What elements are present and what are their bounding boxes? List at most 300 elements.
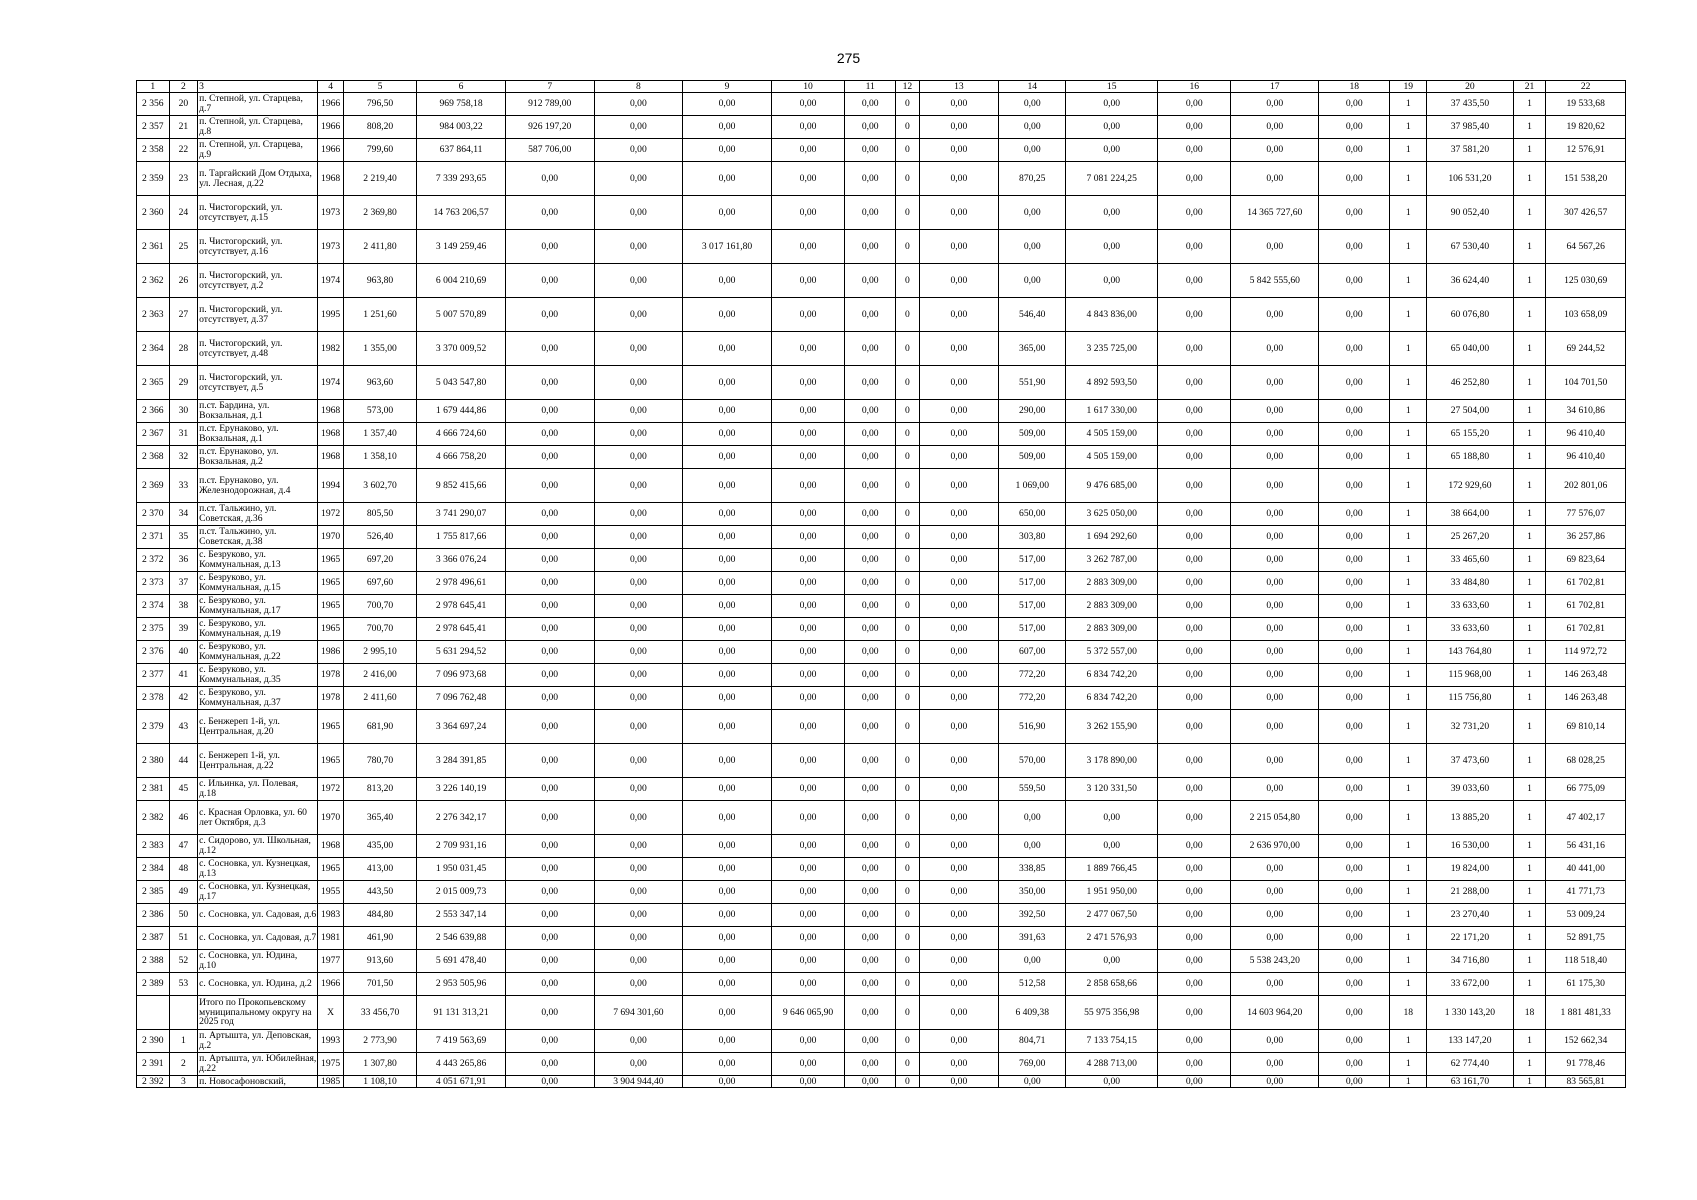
table-cell: 804,71 — [999, 1030, 1066, 1053]
table-cell: 700,70 — [343, 595, 416, 618]
table-cell: 33 456,70 — [343, 996, 416, 1030]
table-cell: 0,00 — [919, 503, 998, 526]
table-cell: 0,00 — [683, 503, 772, 526]
table-cell: 0,00 — [919, 423, 998, 446]
table-cell: 0,00 — [1158, 139, 1231, 162]
table-cell: 0,00 — [505, 687, 594, 710]
table-cell: 41 — [169, 664, 198, 687]
table-cell: 587 706,00 — [505, 139, 594, 162]
table-cell: 1 — [1390, 264, 1427, 298]
table-cell: 0,00 — [771, 618, 844, 641]
table-cell: 365,40 — [343, 801, 416, 835]
table-cell: 0,00 — [505, 595, 594, 618]
table-cell: 1975 — [318, 1053, 343, 1076]
table-cell: 1968 — [318, 162, 343, 196]
table-cell: 1 — [1390, 835, 1427, 858]
table-cell: 0,00 — [771, 641, 844, 664]
table-cell: 0,00 — [845, 1076, 896, 1088]
table-cell: 1 358,10 — [343, 446, 416, 469]
table-cell: 2 411,60 — [343, 687, 416, 710]
table-cell: 2 371 — [137, 526, 170, 549]
table-cell: 0,00 — [594, 446, 683, 469]
table-cell: 517,00 — [999, 549, 1066, 572]
table-cell: 1 — [1513, 641, 1546, 664]
table-cell: 4 288 713,00 — [1066, 1053, 1158, 1076]
table-cell: 0 — [896, 881, 919, 904]
table-cell: 0,00 — [1231, 1053, 1319, 1076]
table-cell: 2 365 — [137, 366, 170, 400]
table-cell: 0,00 — [1158, 572, 1231, 595]
table-cell: 0,00 — [1231, 973, 1319, 996]
table-cell: 0,00 — [683, 139, 772, 162]
table-cell: 4 505 159,00 — [1066, 423, 1158, 446]
table-cell: 0,00 — [1231, 710, 1319, 744]
table-cell: 1 — [1390, 139, 1427, 162]
table-cell: 1 — [1390, 93, 1427, 116]
table-cell: п.ст. Тальжино, ул. Советская, д.36 — [198, 503, 318, 526]
table-cell: 2 411,80 — [343, 230, 416, 264]
table-cell: 2 375 — [137, 618, 170, 641]
table-cell: 0,00 — [1319, 230, 1390, 264]
table-cell: 2 015 009,73 — [417, 881, 506, 904]
table-cell: 1 — [1513, 1030, 1546, 1053]
table-cell: 0,00 — [1231, 778, 1319, 801]
table-cell: 61 175,30 — [1546, 973, 1626, 996]
table-cell: 0,00 — [999, 230, 1066, 264]
table-cell: 0,00 — [594, 1053, 683, 1076]
table-cell: 805,50 — [343, 503, 416, 526]
table-cell: 0,00 — [683, 526, 772, 549]
table-cell: 1 — [1390, 973, 1427, 996]
table-cell: 0,00 — [845, 881, 896, 904]
table-cell: 0 — [896, 332, 919, 366]
table-cell: 0,00 — [505, 1030, 594, 1053]
table-row — [137, 162, 1626, 196]
table-cell: 63 161,70 — [1427, 1076, 1514, 1088]
table-cell: 1 755 817,66 — [417, 526, 506, 549]
table-cell: 0 — [896, 904, 919, 927]
table-cell: 2 858 658,66 — [1066, 973, 1158, 996]
table-cell: 0 — [896, 641, 919, 664]
table-cell: 1972 — [318, 778, 343, 801]
table-cell: 0 — [896, 139, 919, 162]
table-cell: 3 017 161,80 — [683, 230, 772, 264]
table-cell: 37 — [169, 572, 198, 595]
table-cell: 0,00 — [594, 801, 683, 835]
table-cell: 0,00 — [771, 230, 844, 264]
table-cell: 0,00 — [1066, 139, 1158, 162]
table-cell: 0,00 — [683, 400, 772, 423]
table-cell: 0,00 — [771, 526, 844, 549]
table-cell: 0,00 — [683, 687, 772, 710]
table-cell: 0,00 — [1066, 801, 1158, 835]
table-cell: 0 — [896, 366, 919, 400]
table-cell: 0,00 — [1231, 549, 1319, 572]
table-cell: 1 — [1390, 710, 1427, 744]
table-cell: 0,00 — [594, 162, 683, 196]
table-cell: 870,25 — [999, 162, 1066, 196]
table-cell: 0,00 — [683, 332, 772, 366]
table-cell: 0,00 — [594, 139, 683, 162]
table-cell: 29 — [169, 366, 198, 400]
table-cell: 0,00 — [1231, 1030, 1319, 1053]
table-cell: с. Сосновка, ул. Садовая, д.7 — [198, 927, 318, 950]
table-cell: 0 — [896, 687, 919, 710]
table-cell: 28 — [169, 332, 198, 366]
table-cell: 1 — [1390, 641, 1427, 664]
table-cell: 0,00 — [771, 332, 844, 366]
table-cell: 1978 — [318, 687, 343, 710]
table-cell: 7 096 973,68 — [417, 664, 506, 687]
table-cell: 0,00 — [594, 687, 683, 710]
table-row — [137, 366, 1626, 400]
table-cell: 0,00 — [1158, 298, 1231, 332]
table-cell: 33 484,80 — [1427, 572, 1514, 595]
table-cell: 69 810,14 — [1546, 710, 1626, 744]
table-cell: п. Чистогорский, ул. отсутствует, д.16 — [198, 230, 318, 264]
table-cell: 9 646 065,90 — [771, 996, 844, 1030]
table-cell: 0,00 — [1158, 332, 1231, 366]
table-cell: 0,00 — [1319, 904, 1390, 927]
table-cell: 0,00 — [771, 778, 844, 801]
table-cell: 0,00 — [683, 618, 772, 641]
table-cell: 0 — [896, 1053, 919, 1076]
table-row — [137, 710, 1626, 744]
table-cell: 1986 — [318, 641, 343, 664]
table-cell: 9 852 415,66 — [417, 469, 506, 503]
table-cell: 813,20 — [343, 778, 416, 801]
table-cell: с. Сосновка, ул. Кузнецкая, д.13 — [198, 858, 318, 881]
table-cell: 0,00 — [594, 503, 683, 526]
table-row — [137, 687, 1626, 710]
table-cell: 0,00 — [1231, 1076, 1319, 1088]
table-row — [137, 1030, 1626, 1053]
table-cell: 509,00 — [999, 423, 1066, 446]
table-cell: 0,00 — [683, 1076, 772, 1088]
table-cell: 0,00 — [1158, 664, 1231, 687]
table-cell: 0,00 — [919, 162, 998, 196]
table-cell: 0,00 — [771, 858, 844, 881]
table-cell: 1 — [1513, 904, 1546, 927]
table-cell: 37 435,50 — [1427, 93, 1514, 116]
table-cell: 1978 — [318, 664, 343, 687]
table-cell: 963,60 — [343, 366, 416, 400]
table-cell: 7 694 301,60 — [594, 996, 683, 1030]
table-cell: 45 — [169, 778, 198, 801]
table-cell: 0,00 — [1319, 366, 1390, 400]
table-cell: 0,00 — [1319, 973, 1390, 996]
table-cell: 0,00 — [771, 196, 844, 230]
table-cell: 1 — [1390, 1053, 1427, 1076]
table-cell: 0,00 — [845, 618, 896, 641]
table-cell: 0,00 — [919, 801, 998, 835]
table-cell: 1 — [1390, 950, 1427, 973]
table-cell: с. Сосновка, ул. Юдина, д.2 — [198, 973, 318, 996]
table-cell: 0,00 — [919, 1076, 998, 1088]
table-cell: 8 — [594, 81, 683, 93]
table-cell: 0,00 — [1158, 904, 1231, 927]
table-cell: 0,00 — [683, 950, 772, 973]
table-cell: 1 — [1513, 549, 1546, 572]
table-cell: 0,00 — [919, 264, 998, 298]
table-cell: 0,00 — [919, 744, 998, 778]
table-cell: 0,00 — [1231, 366, 1319, 400]
table-cell: с. Безруково, ул. Коммунальная, д.22 — [198, 641, 318, 664]
table-cell: 4 892 593,50 — [1066, 366, 1158, 400]
table-cell: 0,00 — [1231, 687, 1319, 710]
table-cell: 1970 — [318, 526, 343, 549]
table-cell: 2 385 — [137, 881, 170, 904]
table-cell: 0,00 — [771, 93, 844, 116]
table-cell: 0,00 — [1319, 572, 1390, 595]
table-cell: с. Бенжереп 1-й, ул. Центральная, д.20 — [198, 710, 318, 744]
table-cell: п. Новосафоновский, — [198, 1076, 318, 1088]
table-cell: 48 — [169, 858, 198, 881]
table-cell: 1970 — [318, 801, 343, 835]
table-cell: 2 376 — [137, 641, 170, 664]
table-cell: 0 — [896, 116, 919, 139]
table-cell: 0,00 — [683, 93, 772, 116]
table-cell: 0,00 — [1319, 618, 1390, 641]
table-cell: 96 410,40 — [1546, 446, 1626, 469]
table-cell: 0,00 — [919, 950, 998, 973]
table-cell: 303,80 — [999, 526, 1066, 549]
table-cell: 780,70 — [343, 744, 416, 778]
table-cell: 0,00 — [594, 298, 683, 332]
table-cell: 697,20 — [343, 549, 416, 572]
table-row — [137, 641, 1626, 664]
table-cell: 0,00 — [1231, 904, 1319, 927]
table-cell: 435,00 — [343, 835, 416, 858]
table-cell: 33 465,60 — [1427, 549, 1514, 572]
table-cell: 0,00 — [999, 116, 1066, 139]
table-cell: 0,00 — [683, 904, 772, 927]
table-cell: 13 885,20 — [1427, 801, 1514, 835]
table-cell: 1 — [1513, 710, 1546, 744]
table-cell: 0,00 — [771, 446, 844, 469]
table-cell: 0 — [896, 595, 919, 618]
table-cell: 0,00 — [919, 196, 998, 230]
table-cell: 1 — [1390, 618, 1427, 641]
table-cell: 0,00 — [594, 196, 683, 230]
table-cell: 5 — [343, 81, 416, 93]
table-cell: 0,00 — [1158, 1053, 1231, 1076]
table-cell: 0,00 — [683, 744, 772, 778]
table-cell: 202 801,06 — [1546, 469, 1626, 503]
table-cell: 772,20 — [999, 664, 1066, 687]
table-cell: 0,00 — [1158, 469, 1231, 503]
table-cell: 103 658,09 — [1546, 298, 1626, 332]
table-cell: 60 076,80 — [1427, 298, 1514, 332]
table-cell: 69 823,64 — [1546, 549, 1626, 572]
table-cell: 6 — [417, 81, 506, 93]
table-cell: 0,00 — [505, 835, 594, 858]
table-cell: 0,00 — [594, 595, 683, 618]
table-cell: 0,00 — [594, 423, 683, 446]
table-cell: 0,00 — [1319, 595, 1390, 618]
table-cell: 1 — [1513, 835, 1546, 858]
table-cell: 570,00 — [999, 744, 1066, 778]
table-cell: 697,60 — [343, 572, 416, 595]
table-cell: 172 929,60 — [1427, 469, 1514, 503]
table-row — [137, 116, 1626, 139]
table-cell: 0,00 — [1158, 950, 1231, 973]
table-row — [137, 904, 1626, 927]
table-cell: 7 081 224,25 — [1066, 162, 1158, 196]
table-cell: 0,00 — [1158, 526, 1231, 549]
table-cell: 0,00 — [683, 973, 772, 996]
table-cell: 1 307,80 — [343, 1053, 416, 1076]
table-cell: 0,00 — [683, 196, 772, 230]
table-cell: 2 361 — [137, 230, 170, 264]
table-cell: 0,00 — [919, 139, 998, 162]
table-cell: 146 263,48 — [1546, 664, 1626, 687]
table-cell: 52 891,75 — [1546, 927, 1626, 950]
table-cell: с. Красная Орловка, ул. 60 лет Октября, д.3 — [198, 801, 318, 835]
table-cell: 53 — [169, 973, 198, 996]
table-cell: 0,00 — [1319, 503, 1390, 526]
table-cell: п. Артышта, ул. Деповская, д.2 — [198, 1030, 318, 1053]
table-cell: 0,00 — [1231, 858, 1319, 881]
table-cell: 0,00 — [1319, 400, 1390, 423]
table-cell: 0 — [896, 446, 919, 469]
table-cell: 0,00 — [1066, 116, 1158, 139]
table-cell: 5 842 555,60 — [1231, 264, 1319, 298]
table-cell: 0,00 — [845, 446, 896, 469]
table-cell: 2 — [169, 1053, 198, 1076]
table-cell: 0,00 — [505, 503, 594, 526]
table-cell: 2 358 — [137, 139, 170, 162]
table-cell: 0,00 — [594, 366, 683, 400]
table-cell: 0,00 — [505, 950, 594, 973]
table-cell: 0,00 — [771, 1076, 844, 1088]
table-cell — [169, 996, 198, 1030]
table-cell: 1 — [1390, 858, 1427, 881]
table-cell: 2 219,40 — [343, 162, 416, 196]
table-cell: 0,00 — [683, 366, 772, 400]
table-cell: 0,00 — [1319, 744, 1390, 778]
table-cell: 484,80 — [343, 904, 416, 927]
table-cell: с. Бенжереп 1-й, ул. Центральная, д.22 — [198, 744, 318, 778]
table-cell: 37 985,40 — [1427, 116, 1514, 139]
table-cell: 0,00 — [505, 973, 594, 996]
table-cell: 34 716,80 — [1427, 950, 1514, 973]
table-cell: 0,00 — [683, 264, 772, 298]
table-cell: 0,00 — [1231, 116, 1319, 139]
table-cell: 1 — [1390, 162, 1427, 196]
table-cell: 0,00 — [1231, 332, 1319, 366]
table-cell: 0 — [896, 710, 919, 744]
table-cell: 0,00 — [919, 469, 998, 503]
table-cell: 0,00 — [919, 927, 998, 950]
table-cell: 0,00 — [1231, 230, 1319, 264]
table-cell: 2 383 — [137, 835, 170, 858]
table-cell: 1 — [1513, 664, 1546, 687]
table-cell: 1985 — [318, 1076, 343, 1088]
table-cell: 1974 — [318, 264, 343, 298]
table-cell: 0,00 — [1319, 1030, 1390, 1053]
table-cell: 769,00 — [999, 1053, 1066, 1076]
table-cell: 0,00 — [1158, 230, 1231, 264]
table-cell: 0,00 — [1319, 446, 1390, 469]
table-cell: 0,00 — [771, 904, 844, 927]
table-cell: 637 864,11 — [417, 139, 506, 162]
table-cell: 2 366 — [137, 400, 170, 423]
table-cell: 104 701,50 — [1546, 366, 1626, 400]
table-cell: 1973 — [318, 230, 343, 264]
table-cell: 0,00 — [845, 549, 896, 572]
table-cell: 3 235 725,00 — [1066, 332, 1158, 366]
table-cell: 0,00 — [1158, 744, 1231, 778]
table-cell: 114 972,72 — [1546, 641, 1626, 664]
table-cell: 0,00 — [1066, 196, 1158, 230]
table-cell: 0 — [896, 1030, 919, 1053]
table-cell: 0,00 — [919, 618, 998, 641]
table-cell: с. Сидорово, ул. Школьная, д.12 — [198, 835, 318, 858]
table-cell: 0,00 — [594, 744, 683, 778]
table-cell: 1965 — [318, 618, 343, 641]
table-row — [137, 1053, 1626, 1076]
table-row — [137, 446, 1626, 469]
table-cell: 3 625 050,00 — [1066, 503, 1158, 526]
table-cell: 0,00 — [505, 298, 594, 332]
table-cell: 0 — [896, 835, 919, 858]
table-cell: 1 108,10 — [343, 1076, 416, 1088]
table-cell: 18 — [1513, 996, 1546, 1030]
table-cell: 23 — [169, 162, 198, 196]
table-cell: 0,00 — [594, 641, 683, 664]
table-cell: 1966 — [318, 973, 343, 996]
table-cell: 1 — [1390, 801, 1427, 835]
table-cell: 2 389 — [137, 973, 170, 996]
table-cell: 2 636 970,00 — [1231, 835, 1319, 858]
table-cell: 1981 — [318, 927, 343, 950]
table-cell: 1 — [1390, 664, 1427, 687]
table-cell: 2 380 — [137, 744, 170, 778]
table-cell: п. Чистогорский, ул. отсутствует, д.5 — [198, 366, 318, 400]
table-cell: 1 — [1390, 503, 1427, 526]
table-cell: 1 — [1390, 881, 1427, 904]
table-cell: 5 538 243,20 — [1231, 950, 1319, 973]
table-cell: 0,00 — [999, 835, 1066, 858]
table-cell: 1 — [1513, 93, 1546, 116]
table-cell: 0,00 — [505, 196, 594, 230]
table-cell: 1 — [1513, 400, 1546, 423]
table-cell: 1 357,40 — [343, 423, 416, 446]
table-cell: 0,00 — [1319, 927, 1390, 950]
table-cell: 0,00 — [1319, 116, 1390, 139]
table-cell: 0,00 — [1158, 595, 1231, 618]
table-cell: 1968 — [318, 835, 343, 858]
table-cell: 0,00 — [505, 1053, 594, 1076]
table-cell: 0,00 — [1158, 996, 1231, 1030]
table-cell: 3 120 331,50 — [1066, 778, 1158, 801]
table-cell: 0,00 — [1158, 93, 1231, 116]
table-cell: 43 — [169, 710, 198, 744]
table-cell: 83 565,81 — [1546, 1076, 1626, 1088]
table-cell: 1 — [1390, 116, 1427, 139]
table-cell: 1 951 950,00 — [1066, 881, 1158, 904]
table-cell: 984 003,22 — [417, 116, 506, 139]
table-cell: 0,00 — [683, 835, 772, 858]
table-cell: 0,00 — [919, 664, 998, 687]
table-cell: 133 147,20 — [1427, 1030, 1514, 1053]
table-cell: 0,00 — [845, 904, 896, 927]
table-cell: 61 702,81 — [1546, 595, 1626, 618]
table-cell: 0,00 — [1158, 446, 1231, 469]
table-cell: 0,00 — [1231, 664, 1319, 687]
table-cell: 4 666 758,20 — [417, 446, 506, 469]
